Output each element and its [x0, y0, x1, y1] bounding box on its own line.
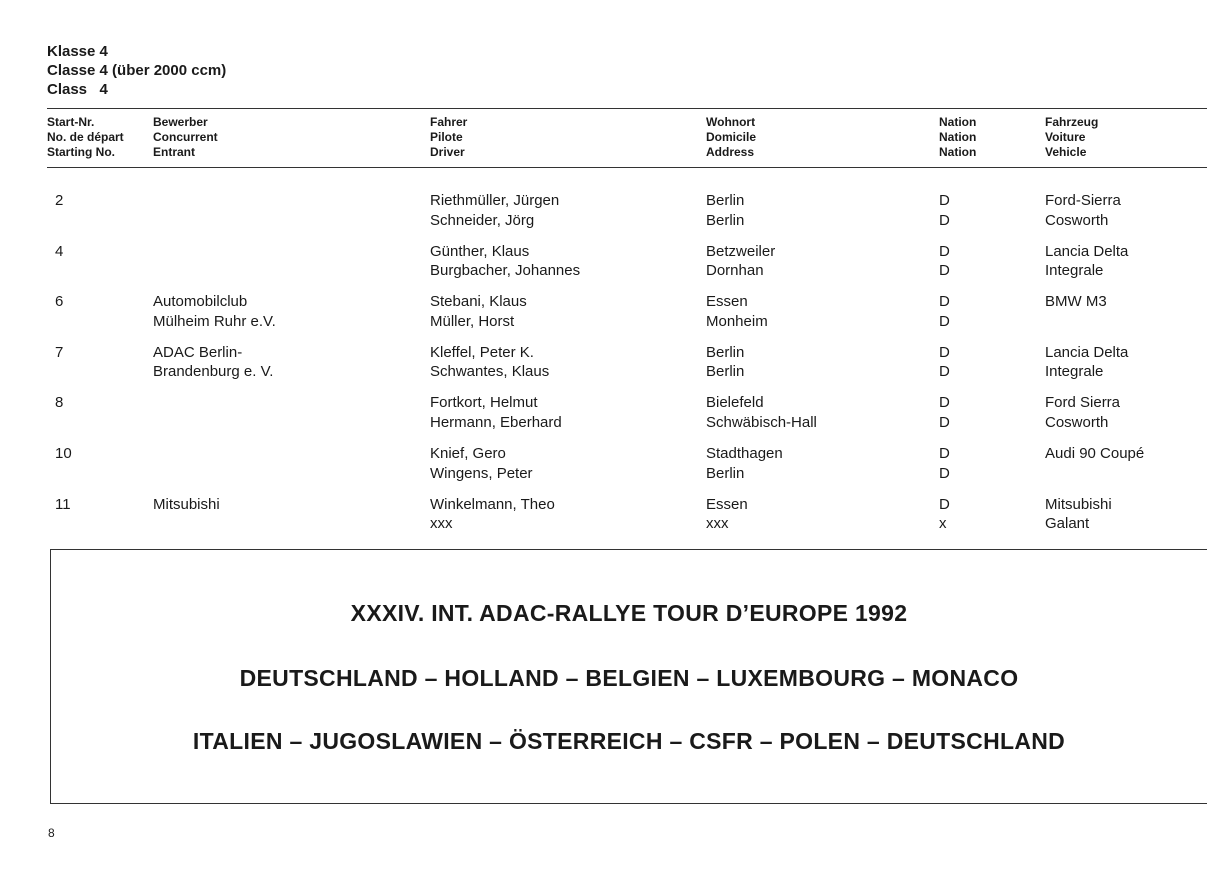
column-header-line: Wohnort [706, 115, 756, 129]
entry-address-line: Stadthagen [706, 445, 783, 462]
entry-entrant-line: ADAC Berlin- [153, 343, 243, 361]
entry-driver [430, 191, 559, 230]
header-bottom-rule [47, 167, 1207, 168]
entry-vehicle-line: Lancia Delta [1045, 242, 1129, 260]
entry-start: 11 [55, 495, 71, 513]
entry-nation-line: D [939, 413, 950, 431]
entry-address-line: Berlin [706, 343, 745, 361]
entry-row [0, 393, 1207, 443]
entry-vehicle [1045, 343, 1128, 382]
entry-entrant-line: Brandenburg e. V. [153, 363, 274, 381]
entry-driver [430, 393, 562, 432]
entry-address-line: Betzweiler [706, 242, 776, 260]
entry-vehicle-line: Integrale [1045, 363, 1104, 381]
entry-address-line: Essen [706, 495, 748, 513]
column-header-line: Driver [430, 145, 465, 159]
entry-vehicle [1045, 292, 1107, 312]
entry-nation-line: D [939, 394, 950, 412]
column-header-line: Address [706, 145, 755, 159]
entry-entrant-line: Mülheim Ruhr e.V. [153, 312, 276, 330]
column-header-line: Domicile [706, 130, 757, 144]
entry-vehicle-line: Ford-Sierra [1045, 192, 1121, 209]
entry-row [0, 191, 1207, 241]
entry-nation [939, 343, 950, 382]
entry-entrant [153, 292, 276, 331]
banner-route-2: ITALIEN – JUGOSLAWIEN – ÖSTERREICH – CSFR – POLEN – DEUTSCHLAND [192, 728, 1066, 754]
entry-vehicle-line: Ford Sierra [1045, 394, 1121, 412]
entry-driver-line: Wingens, Peter [430, 464, 533, 482]
class-heading-fr: Classe 4 (über 2000 ccm) [47, 62, 227, 79]
column-header-line: Voiture [1045, 130, 1086, 144]
entry-driver-line: Winkelmann, Theo [430, 495, 555, 513]
entry-nation [939, 191, 950, 230]
entry-row [0, 495, 1207, 545]
entry-vehicle [1045, 393, 1120, 432]
entry-address [706, 242, 775, 281]
banner-route-1: DEUTSCHLAND – HOLLAND – BELGIEN – LUXEMBOURG – MONACO [239, 665, 1019, 691]
column-header-line: Fahrzeug [1045, 115, 1099, 129]
entry-address-line: Berlin [706, 363, 745, 381]
entry-address-line: Essen [706, 293, 748, 311]
entry-start: 2 [55, 192, 64, 209]
entry-driver-line: Schneider, Jörg [430, 211, 535, 229]
entry-entrant [153, 495, 220, 515]
entry-driver-line: Knief, Gero [430, 445, 506, 462]
entry-nation-line: D [939, 211, 950, 229]
entry-driver-line: xxx [430, 515, 453, 533]
entry-address [706, 393, 817, 432]
entry-nation-line: D [939, 192, 950, 209]
entry-row [0, 343, 1207, 393]
column-header-line: No. de départ [47, 130, 124, 144]
entry-start: 7 [55, 343, 64, 361]
entry-address [706, 495, 748, 534]
entry-vehicle [1045, 242, 1128, 281]
entry-address-line: Berlin [706, 464, 745, 482]
header-top-rule [47, 108, 1207, 109]
entry-driver-line: Müller, Horst [430, 312, 515, 330]
column-header-line: Nation [939, 130, 977, 144]
column-header-line: Nation [939, 115, 977, 129]
entry-row [0, 444, 1207, 494]
entry-start: 8 [55, 394, 64, 412]
entry-driver-line: Stebani, Klaus [430, 293, 527, 311]
column-header-address [706, 115, 756, 160]
entry-address [706, 444, 783, 483]
entry-address-line: Berlin [706, 192, 745, 209]
entry-vehicle [1045, 495, 1112, 534]
column-header-line: Entrant [153, 145, 195, 159]
column-header-line: Vehicle [1045, 145, 1087, 159]
entry-entrant [153, 343, 273, 382]
entry-start: 10 [55, 445, 72, 462]
column-header-line: Starting No. [47, 145, 115, 159]
column-header-vehicle [1045, 115, 1098, 160]
column-header-line: Nation [939, 145, 977, 159]
entry-nation [939, 393, 950, 432]
entry-entrant-line: Automobilclub [153, 293, 248, 311]
entry-row [0, 242, 1207, 292]
entry-driver-line: Hermann, Eberhard [430, 413, 562, 431]
column-header-nation [939, 115, 976, 160]
column-header-line: Fahrer [430, 115, 468, 129]
entry-nation [939, 292, 950, 331]
entry-nation-line: D [939, 293, 950, 311]
entry-vehicle-line: Galant [1045, 515, 1090, 533]
banner-title: XXXIV. INT. ADAC-RALLYE TOUR D’EUROPE 1992 [350, 600, 908, 626]
entry-driver-line: Schwantes, Klaus [430, 363, 550, 381]
entry-address-line: Schwäbisch-Hall [706, 413, 817, 431]
entry-driver-line: Fortkort, Helmut [430, 394, 538, 412]
entry-nation-line: D [939, 445, 950, 462]
entry-entrant-line: Mitsubishi [153, 495, 220, 513]
entry-vehicle-line: BMW M3 [1045, 293, 1107, 311]
entry-nation-line: D [939, 262, 950, 280]
column-header-driver [430, 115, 467, 160]
entry-vehicle-line: Lancia Delta [1045, 343, 1129, 361]
entry-nation-line: D [939, 464, 950, 482]
column-header-line: Bewerber [153, 115, 208, 129]
entry-address [706, 191, 744, 230]
page-number: 8 [48, 826, 55, 840]
entry-address-line: Dornhan [706, 262, 764, 280]
class-heading-de: Klasse 4 [47, 43, 108, 60]
column-header-start [47, 115, 124, 160]
class-heading [47, 42, 226, 99]
column-header-line: Start-Nr. [47, 115, 95, 129]
entry-address-line: Bielefeld [706, 394, 764, 412]
entry-driver-line: Günther, Klaus [430, 242, 530, 260]
entry-driver-line: Riethmüller, Jürgen [430, 192, 560, 209]
entry-nation-line: D [939, 242, 950, 260]
column-header-line: Concurrent [153, 130, 218, 144]
entry-driver [430, 495, 555, 534]
entry-driver [430, 292, 527, 331]
entry-start: 4 [55, 242, 64, 260]
entry-row [0, 292, 1207, 342]
entry-nation [939, 444, 950, 483]
entry-driver [430, 242, 580, 281]
column-header-entrant [153, 115, 218, 160]
entry-address-line: Berlin [706, 211, 745, 229]
entry-start: 6 [55, 293, 64, 311]
entry-vehicle-line: Mitsubishi [1045, 495, 1112, 513]
entry-nation-line: x [939, 515, 947, 533]
class-heading-en: Class 4 [47, 81, 108, 98]
entry-nation-line: D [939, 363, 950, 381]
entry-nation [939, 242, 950, 281]
column-header-line: Pilote [430, 130, 463, 144]
entry-nation-line: D [939, 343, 950, 361]
entry-vehicle-line: Cosworth [1045, 211, 1109, 229]
entry-driver [430, 343, 549, 382]
entry-nation [939, 495, 950, 534]
entry-driver-line: Kleffel, Peter K. [430, 343, 534, 361]
entry-nation-line: D [939, 495, 950, 513]
entry-vehicle-line: Cosworth [1045, 413, 1109, 431]
entry-vehicle [1045, 444, 1144, 464]
entry-address-line: Monheim [706, 312, 768, 330]
entry-address [706, 343, 744, 382]
entry-nation-line: D [939, 312, 950, 330]
entry-address-line: xxx [706, 515, 729, 533]
entry-driver [430, 444, 533, 483]
entry-vehicle-line: Audi 90 Coupé [1045, 445, 1145, 462]
entry-driver-line: Burgbacher, Johannes [430, 262, 581, 280]
entry-vehicle [1045, 191, 1121, 230]
entry-address [706, 292, 768, 331]
rally-banner [50, 549, 1207, 804]
entry-vehicle-line: Integrale [1045, 262, 1104, 280]
